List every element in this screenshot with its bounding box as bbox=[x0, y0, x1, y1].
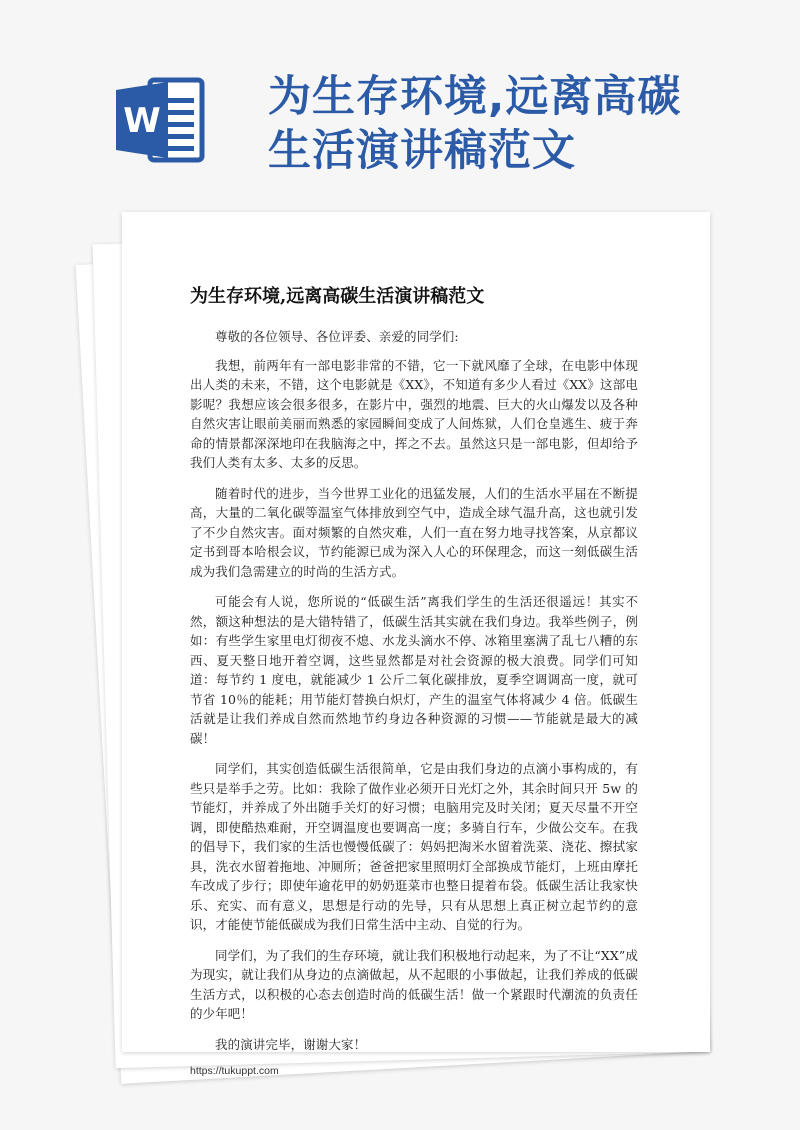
paragraph: 我想，前两年有一部电影非常的不错，它一下就风靡了全球，在电影中体现出人类的未来，不错，这个电影就是《XX》，不知道有多少人看过《XX》这部电影呢？我想应该会很多很多，在影片中，强烈的地震、巨大的火山爆发以及各种自然灾害让眼前美丽而熟悉的家园瞬间变成了人间炼狱，人们仓皇逃生、疲于奔命的情景都深深地印在我脑海之中，挥之不去。虽然这只是一部电影，但却给予我们人类有太多、太多的反思。 bbox=[190, 357, 638, 470]
paragraph: 随着时代的进步，当今世界工业化的迅猛发展，人们的生活水平届在不断提高，大量的二氧化碳等温室气体排放到空气中，造成全球气温升高，这也就引发了不少自然灾害。面对频繁的自然灾难，人们一直在努力地寻找答案，从京都议定书到哥本哈根会议，节约能源已成为深入人心的环保理念，而这一刻低碳生活成为我们急需建立的时尚的生活方式。 bbox=[190, 485, 638, 579]
source-url: https://tukuppt.com bbox=[190, 1065, 279, 1077]
paragraph: 同学们，其实创造低碳生活很简单，它是由我们身边的点滴小事构成的，有些只是举手之劳。比如：我除了做作业必须开日光灯之外，其余时间只开 5w 的节能灯，并养成了外出随手关灯的好习惯；电脑用完及时关闭；夏天尽量不开空调，即使酷热难耐，开空调温度也要调高一度；多骑自行车，少做公交车。在我的倡导下，我们家的生活也慢慢低碳了：妈妈把淘米水留着洗菜、浇花、擦拭家具，洗衣水留着拖地、冲厕所；爸爸把家里照明灯全部换成节能灯，上班由摩托车改成了步行；即使年逾花甲的奶奶逛菜市也整日提着布袋。低碳生活让我家快乐、充实、而有意义，思想是行动的先导，只有从思想上真正树立起节约的意识，才能使节能低碳成为我们日常生活中主动、自觉的行为。 bbox=[190, 761, 638, 932]
closing-line: 我的演讲完毕，谢谢大家！ bbox=[215, 1036, 367, 1052]
page-title: 为生存环境,远离高碳生活演讲稿范文 bbox=[190, 286, 485, 307]
greeting: 尊敬的各位领导、各位评委、亲爱的同学们: bbox=[215, 329, 459, 344]
paragraph: 可能会有人说，您所说的“低碳生活”离我们学生的生活还很遥远！其实不然，额这种想法的是大错特错了，低碳生活其实就在我们身边。我举些例子，例如：有些学生家里电灯彻夜不熄、水龙头滴水不停、冰箱里塞满了乱七八糟的东西、夏天整日地开着空调，这些显然都是对社会资源的极大浪费。同学们可知道：每节约 1 度电，就能减少 1 公斤二氧化碳排放，夏季空调调高一度，就可节省 10％的能耗；用节能灯替换白炽灯，产生的温室气体将减少 4 倍。低碳生活就是让我们养成自然而然地节约身边各种资源的习惯——节能就是最大的减碳！ bbox=[190, 594, 638, 746]
word-icon-letter: W bbox=[123, 101, 161, 141]
paragraph: 同学们，为了我们的生存环境，就让我们积极地行动起来，为了不让“XX”成为现实，就让我们从身边的点滴做起，从不起眼的小事做起，让我们养成的低碳生活方式，以积极的心态去创造时尚的低碳生活！做一个紧跟时代潮流的负责任的少年吧！ bbox=[190, 947, 638, 1021]
document-heading: 为生存环境,远离高碳生活演讲稿范文 bbox=[268, 72, 682, 176]
page-content bbox=[190, 285, 638, 1077]
